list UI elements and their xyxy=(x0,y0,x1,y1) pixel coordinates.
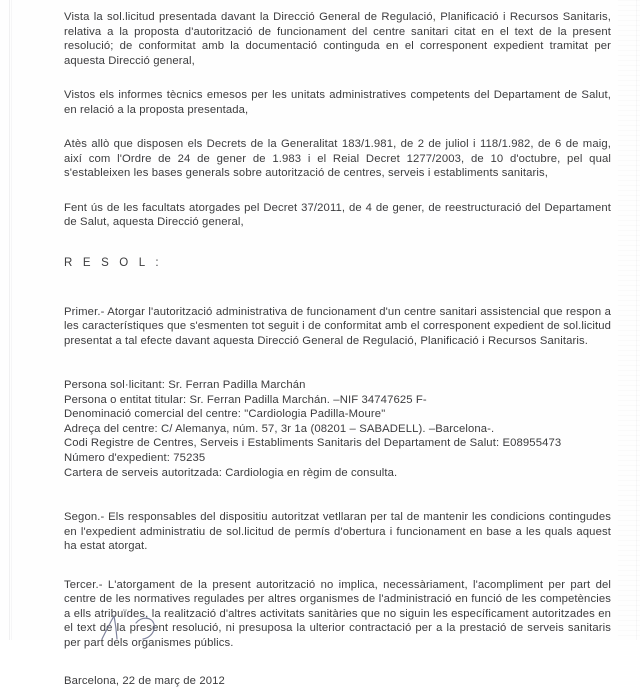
centre-details-list xyxy=(64,378,611,480)
scan-artifact-line xyxy=(11,0,12,640)
resol-heading: R E S O L : xyxy=(64,256,163,269)
scan-artifact-line xyxy=(636,0,637,640)
detail-holder: Persona o entitat titular: Sr. Ferran Padilla Marchán. –NIF 34747625 F- xyxy=(64,393,427,406)
detail-trade-name: Denominació comercial del centre: "Cardiologia Padilla-Moure" xyxy=(64,408,386,421)
paragraph-primer: Primer.- Atorgar l'autorització administrativa de funcionament d'un centre sanitari assistencial que respon a les característiques que s'esmenten tot seguit i de conformitat amb el corresponent expedient de sol.licitud presentat a tal efecte davant aquesta Direcció General de Regulació, Planificació i Recursos Sanitaris. xyxy=(64,305,611,347)
detail-service-portfolio: Cartera de serveis autoritzada: Cardiologia en règim de consulta. xyxy=(64,466,398,479)
detail-file-number: Número d'expedient: 75235 xyxy=(64,451,206,464)
document-body xyxy=(64,0,611,689)
scan-grain-texture xyxy=(618,0,640,640)
scan-artifact-line xyxy=(9,0,10,640)
paragraph-vistos: Vistos els informes tècnics emesos per les unitats administratives competents del Departament de Salut, en relació a la proposta presentada, xyxy=(64,89,611,116)
paragraph-segon: Segon.- Els responsables del dispositiu autoritzat vetllaran per tal de mantenir les condicions contingudes en l'expedient administratiu de sol.licitud de permís d'obertura i funcionament en base a les quals aquest ha estat atorgat. xyxy=(64,511,611,553)
place-and-date: Barcelona, 22 de març de 2012 xyxy=(64,675,225,688)
paragraph-tercer: Tercer.- L'atorgament de la present autorització no implica, necessàriament, l'acompliment per part del centre de les normatives regulades per altres organismes de l'administració en funció de les competències a ells atribuïdes, la realització d'altres activitats sanitàries que no siguin les específicament autoritzades en el text de la present resolució, ni presuposa la ulterior contractació per a la prestació de serveis sanitaris per part dels organismes públics. xyxy=(64,578,611,649)
paragraph-ates: Atès allò que disposen els Decrets de la Generalitat 183/1.981, de 2 de juliol i 118/1.982, de 6 de maig, així com l'Ordre de 24 de gener de 1.983 i el Reial Decret 1277/2003, de 10 d'octubre, pel qual s'estableixen les bases generals sobre autorització de centres, serveis i establiments sanitaris, xyxy=(64,138,611,179)
paragraph-vista: Vista la sol.licitud presentada davant la Direcció General de Regulació, Planificació i Recursos Sanitaris, relativa a la proposta d'autorització de funcionament del centre sanitari citat en el text de la present resolució; de conformitat amb la documentació continguda en el corresponent expedient tramitat per aquesta Direcció general, xyxy=(64,11,611,67)
detail-address: Adreça del centre: C/ Alemanya, núm. 57, 3r 1a (08201 – SABADELL). –Barcelona-. xyxy=(64,422,495,435)
detail-applicant: Persona sol·licitant: Sr. Ferran Padilla Marchán xyxy=(64,379,306,391)
paragraph-fent-us: Fent ús de les facultats atorgades pel Decret 37/2011, de 4 de gener, de reestructuració del Departament de Salut, aquesta Direcció general, xyxy=(64,201,611,228)
detail-registry-code: Codi Registre de Centres, Serveis i Establiments Sanitaris del Departament de Salut: E08955473 xyxy=(64,437,562,450)
